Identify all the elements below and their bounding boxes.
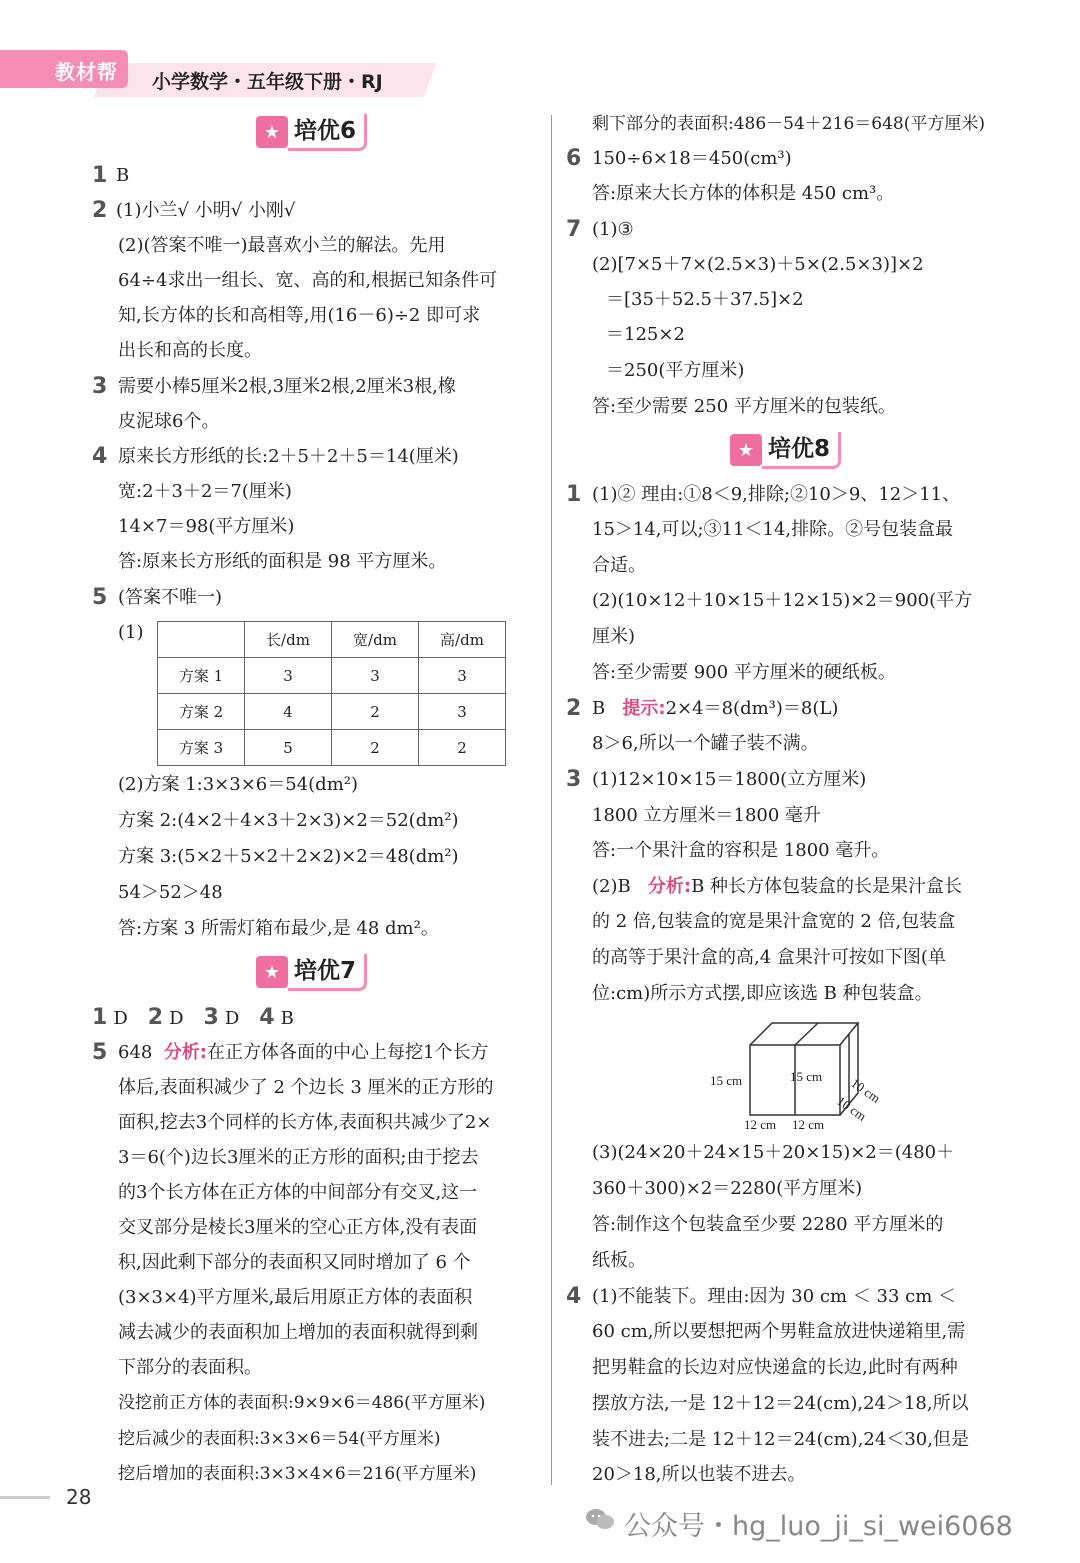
question-number: 1 (566, 482, 582, 507)
answer-text: 没挖前正方体的表面积:9×9×6＝486(平方厘米) (118, 1393, 486, 1413)
section-label: 培优7 (288, 954, 367, 991)
answer-text: 60 cm,所以要想把两个男鞋盒放进快递箱里,需 (592, 1321, 966, 1342)
answer-text: 在正方体各面的中心上每挖1个长方 (207, 1042, 489, 1063)
section-heading-p7 (256, 953, 367, 991)
answer-text: 答:至少需要 900 平方厘米的硬纸板。 (592, 662, 896, 683)
answer-text: 纸板。 (592, 1250, 646, 1271)
answer-text: (1)12×10×15＝1800(立方厘米) (592, 769, 867, 790)
question-number: 4 (259, 1005, 275, 1030)
hint-tag: 提示: (622, 698, 666, 719)
header-tab (0, 50, 128, 88)
answer-line (118, 1041, 488, 1065)
answer-text: 位:cm)所示方式摆,即应该选 B 种包装盒。 (592, 983, 933, 1004)
answer-text: 装不进去;二是 12＋12＝24(cm),24＜30,但是 (592, 1429, 969, 1450)
answer-text: B (592, 698, 606, 719)
table-cell (158, 622, 245, 658)
question-number: 3 (566, 767, 582, 792)
answer-text: 54＞52＞48 (118, 882, 223, 903)
answer-text: 答:至少需要 250 平方厘米的包装纸。 (592, 396, 896, 417)
answer-text: 648 (118, 1042, 153, 1063)
answer-text: 挖后减少的表面积:3×3×6＝54(平方厘米) (118, 1429, 441, 1449)
width-label: 12 cm (744, 1117, 777, 1132)
question-number: 4 (92, 444, 108, 469)
table-row (158, 730, 506, 766)
table-cell: 2 (332, 694, 419, 730)
question-number: 6 (566, 146, 582, 171)
question-number: 3 (92, 374, 108, 399)
answer-text: 厘米) (592, 626, 636, 647)
answer-text: 3＝6(个)边长3厘米的正方形的面积;由于挖去 (118, 1147, 479, 1168)
section-label: 培优6 (288, 114, 367, 151)
question-number: 5 (92, 1040, 108, 1065)
answer-text: 的3个长方体在正方体的中间部分有交叉,这一 (118, 1182, 478, 1203)
answer-text: ＝[35＋52.5＋37.5]×2 (606, 289, 804, 310)
page-number: 28 (66, 1485, 92, 1509)
answer-text: 2×4＝8(dm³)＝8(L) (665, 698, 839, 719)
star-icon: ★ (256, 116, 288, 148)
answer-text: (1)② 理由:①8＜9,排除;②10＞9、12＞11、 (592, 484, 961, 505)
section-heading-p8 (730, 431, 841, 469)
question-number: 1 (92, 163, 108, 188)
answer-text: 150÷6×18＝450(cm³) (592, 148, 792, 169)
question-number: 2 (92, 198, 108, 223)
answer-text: D (169, 1008, 184, 1029)
analysis-tag: 分析: (163, 1042, 208, 1063)
answer-text: 积,因此剩下部分的表面积又同时增加了 6 个 (118, 1252, 471, 1273)
question-number: 5 (92, 585, 108, 610)
answer-text: 方案 2:(4×2＋4×3＋2×3)×2＝52(dm²) (118, 810, 459, 831)
answer-text: (答案不唯一) (118, 587, 223, 608)
question-number: 4 (566, 1284, 582, 1309)
answer-text: 需要小棒5厘米2根,3厘米2根,2厘米3根,橡 (118, 376, 456, 397)
answer-text: 20＞18,所以也装不进去。 (592, 1464, 806, 1485)
table-cell: 3 (419, 658, 506, 694)
answer-text: B 种长方体包装盒的长是果汁盒长 (691, 876, 963, 897)
watermark: 公众号・hg_luo_ji_si_wei6068 (624, 1511, 1013, 1542)
plan-table (157, 621, 506, 766)
table-cell: 高/dm (419, 622, 506, 658)
table-cell: 2 (332, 730, 419, 766)
star-icon: ★ (730, 434, 762, 466)
height-label: 15 cm (710, 1073, 743, 1088)
answer-text: 皮泥球6个。 (118, 411, 220, 432)
answer-text: (1)小兰√ 小明√ 小刚√ (116, 200, 296, 221)
column-divider (551, 115, 552, 1485)
choice-answers-row (92, 1005, 294, 1031)
depth-label: 10 cm (834, 1093, 870, 1124)
section-label: 培优8 (762, 432, 841, 469)
answer-text: 出长和高的长度。 (118, 340, 262, 361)
answer-text: 原来长方形纸的长:2＋5＋2＋5＝14(厘米) (118, 446, 459, 467)
answer-text: 答:原来长方形纸的面积是 98 平方厘米。 (118, 551, 447, 572)
analysis-tag: 分析: (647, 876, 692, 897)
box-top-divider (795, 1023, 818, 1045)
table-cell: 3 (419, 694, 506, 730)
question-number: 2 (566, 696, 582, 721)
table-cell: 方案 2 (158, 694, 245, 730)
answer-text: 的高等于果汁盒的高,4 盒果汁可按如下图(单 (592, 947, 946, 968)
answer-text: (3×3×4)平方厘米,最后用原正方体的表面积 (118, 1287, 473, 1308)
answer-text: (2)方案 1:3×3×6＝54(dm²) (118, 774, 359, 795)
answer-text: (3)(24×20＋24×15＋20×15)×2＝(480＋ (592, 1142, 955, 1163)
answer-text: 剩下部分的表面积:486－54＋216＝648(平方厘米) (592, 114, 985, 134)
table-row (158, 694, 506, 730)
answer-text: 交叉部分是棱长3厘米的空心正方体,没有表面 (118, 1217, 478, 1238)
table-cell: 4 (245, 694, 332, 730)
question-number: 7 (566, 217, 582, 242)
answer-text: 答:方案 3 所需灯箱布最少,是 48 dm²。 (118, 918, 439, 939)
answer-text: 挖后增加的表面积:3×3×4×6＝216(平方厘米) (118, 1464, 477, 1484)
answer-text: 方案 3:(5×2＋5×2＋2×2)×2＝48(dm²) (118, 846, 459, 867)
answer-text: 1800 立方厘米＝1800 毫升 (592, 805, 822, 826)
answer-text: 15＞14,可以;③11＜14,排除。②号包装盒最 (592, 519, 954, 540)
table-cell: 方案 3 (158, 730, 245, 766)
table-cell: 宽/dm (332, 622, 419, 658)
answer-text: 体后,表面积减少了 2 个边长 3 厘米的正方形的 (118, 1077, 494, 1098)
answer-text: 答:一个果汁盒的容积是 1800 毫升。 (592, 840, 890, 861)
box-figure (700, 1015, 900, 1135)
width-label: 12 cm (792, 1117, 825, 1132)
answer-text: D (224, 1008, 240, 1029)
answer-text: (1) (118, 622, 144, 643)
answer-text: (1)③ (592, 219, 634, 240)
answer-text: D (113, 1008, 128, 1029)
answer-line (592, 697, 838, 721)
answer-text: 摆放方法,一是 12＋12＝24(cm),24＞18,所以 (592, 1393, 969, 1414)
answer-text: 把男鞋盒的长边对应快递盒的长边,此时有两种 (592, 1357, 958, 1378)
section-heading-p6 (256, 113, 367, 151)
answer-text: (2)(10×12＋10×15＋12×15)×2＝900(平方 (592, 590, 973, 611)
question-number: 1 (92, 1005, 108, 1030)
answer-text: (2)[7×5＋7×(2.5×3)＋5×(2.5×3)]×2 (592, 254, 924, 275)
answer-text: (2)(答案不唯一)最喜欢小兰的解法。先用 (118, 235, 446, 256)
answer-text: 减去减少的表面积加上增加的表面积就得到剩 (118, 1322, 478, 1343)
table-cell: 方案 1 (158, 658, 245, 694)
answer-text: 合适。 (592, 555, 646, 576)
answer-text: 360＋300)×2＝2280(平方厘米) (592, 1178, 863, 1199)
header-title: 小学数学・五年级下册・RJ (152, 71, 383, 93)
depth-label: 10 cm (848, 1075, 884, 1106)
answer-text: 答:原来大长方体的体积是 450 cm³。 (592, 183, 895, 204)
header-tab-label: 教材帮 (55, 60, 118, 84)
answer-text: B (116, 165, 130, 186)
answer-text: 14×7＝98(平方厘米) (118, 516, 295, 537)
answer-text: ＝250(平方厘米) (606, 360, 745, 381)
answer-text: 答:制作这个包装盒至少要 2280 平方厘米的 (592, 1214, 944, 1235)
height-label: 15 cm (790, 1069, 823, 1084)
table-cell: 3 (245, 658, 332, 694)
answer-text: 知,长方体的长和高相等,用(16－6)÷2 即可求 (118, 305, 481, 326)
question-number: 3 (203, 1005, 219, 1030)
answer-text: 的 2 倍,包装盒的宽是果汁盒宽的 2 倍,包装盒 (592, 911, 956, 932)
table-header-row (158, 622, 506, 658)
answer-text: (2)B (592, 876, 631, 897)
table-cell: 长/dm (245, 622, 332, 658)
answer-line (592, 875, 962, 899)
answer-text: 8＞6,所以一个罐子装不满。 (592, 733, 819, 754)
table-cell: 2 (419, 730, 506, 766)
answer-text: 宽:2＋3＋2＝7(厘米) (118, 481, 292, 502)
box-top-face (750, 1023, 858, 1045)
answer-text: ＝125×2 (606, 324, 685, 345)
table-row (158, 658, 506, 694)
answer-text: (1)不能装下。理由:因为 30 cm ＜ 33 cm ＜ (592, 1286, 956, 1307)
answer-text: 64÷4求出一组长、宽、高的和,根据已知条件可 (118, 270, 498, 291)
footer-bar (0, 1496, 50, 1499)
answer-text: 面积,挖去3个同样的长方体,表面积共减少了2× (118, 1112, 492, 1133)
answer-text: B (280, 1008, 294, 1029)
table-cell: 3 (332, 658, 419, 694)
wechat-icon (585, 1507, 615, 1531)
table-cell: 5 (245, 730, 332, 766)
star-icon: ★ (256, 956, 288, 988)
question-number: 2 (147, 1005, 164, 1030)
answer-text: 下部分的表面积。 (118, 1357, 262, 1378)
